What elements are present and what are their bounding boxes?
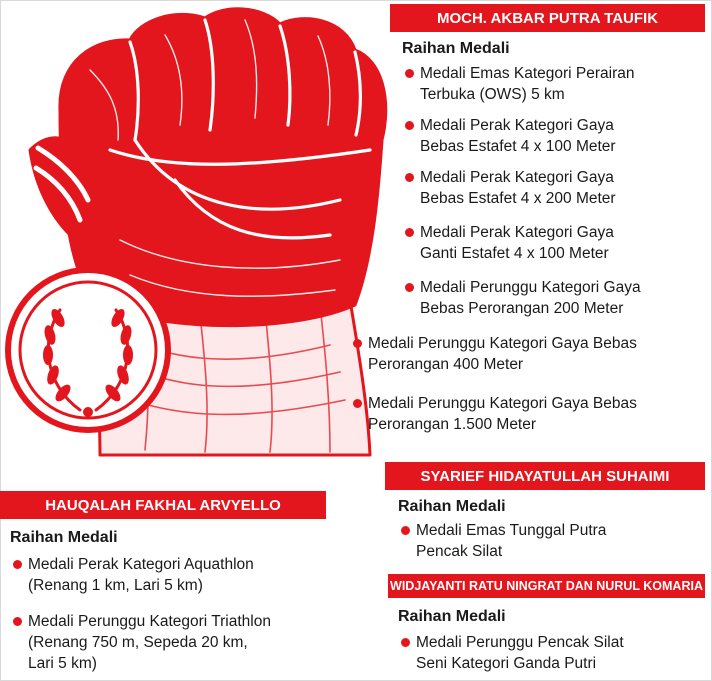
medal-description-line: Bebas Perorangan 200 Meter: [420, 300, 624, 317]
bullet-icon: [13, 560, 22, 569]
athlete-name-banner: [390, 4, 705, 32]
medal-item: [368, 333, 637, 375]
medal-description-line: Seni Kategori Ganda Putri: [416, 655, 597, 672]
bullet-icon: [401, 526, 410, 535]
bullet-icon: [405, 121, 414, 130]
medal-description-line: Terbuka (OWS) 5 km: [420, 86, 565, 103]
medal-item: [416, 632, 624, 674]
athlete-name: SYARIEF HIDAYATULLAH SUHAIMI: [420, 467, 670, 485]
medal-item: [368, 393, 637, 435]
bullet-icon: [353, 399, 362, 408]
medal-list-heading: Raihan Medali: [398, 498, 506, 515]
athlete-name: HAUQALAH FAKHAL ARVYELLO: [45, 496, 281, 514]
medal-description-line: Perorangan 400 Meter: [368, 356, 524, 373]
bullet-icon: [401, 638, 410, 647]
medal-description-line: Pencak Silat: [416, 543, 503, 560]
medal-description-line: Bebas Estafet 4 x 100 Meter: [420, 138, 616, 155]
medal-description-line: Medali Emas Tunggal Putra: [416, 522, 607, 539]
medal-item: [28, 554, 254, 596]
bullet-icon: [405, 283, 414, 292]
medal-description-line: (Renang 1 km, Lari 5 km): [28, 577, 203, 594]
medal-item: [420, 277, 641, 319]
medal-list-heading: Raihan Medali: [402, 40, 510, 57]
bullet-icon: [405, 69, 414, 78]
medal-item: [420, 222, 614, 264]
raised-fist-with-medal-icon: [0, 0, 400, 460]
medal-description-line: Lari 5 km): [28, 655, 97, 672]
medal-description-line: Medali Perak Kategori Gaya: [420, 117, 614, 134]
medal-description-line: Medali Emas Kategori Perairan: [420, 65, 635, 82]
bullet-icon: [353, 339, 362, 348]
athlete-name: WIDJAYANTI RATU NINGRAT DAN NURUL KOMARIA: [390, 579, 703, 593]
medal-item: [28, 611, 271, 674]
bullet-icon: [13, 617, 22, 626]
medal-item: [416, 520, 606, 562]
medal-description-line: Medali Perunggu Kategori Gaya: [420, 279, 641, 296]
bullet-icon: [405, 228, 414, 237]
medal-description-line: Bebas Estafet 4 x 200 Meter: [420, 190, 616, 207]
athlete-name-banner: [388, 574, 705, 598]
laurel-medal-icon: [8, 270, 168, 430]
medal-description-line: Medali Perak Kategori Gaya: [420, 224, 614, 241]
medal-description-line: Medali Perunggu Kategori Triathlon: [28, 613, 271, 630]
bullet-icon: [405, 173, 414, 182]
medal-list-heading: Raihan Medali: [10, 529, 118, 546]
athlete-name: MOCH. AKBAR PUTRA TAUFIK: [436, 9, 659, 27]
medal-description-line: (Renang 750 m, Sepeda 20 km,: [28, 634, 248, 651]
athlete-name-banner: [385, 462, 705, 490]
medal-description-line: Medali Perunggu Kategori Gaya Bebas: [368, 395, 637, 412]
medal-description-line: Ganti Estafet 4 x 100 Meter: [420, 245, 609, 262]
medal-list-heading: Raihan Medali: [398, 608, 506, 625]
medal-description-line: Perorangan 1.500 Meter: [368, 416, 537, 433]
medal-description-line: Medali Perak Kategori Gaya: [420, 169, 614, 186]
medal-item: [420, 115, 616, 157]
medal-description-line: Medali Perak Kategori Aquathlon: [28, 556, 254, 573]
athlete-name-banner: [0, 491, 326, 519]
medal-description-line: Medali Perunggu Kategori Gaya Bebas: [368, 335, 637, 352]
medal-item: [420, 63, 635, 105]
medal-item: [420, 167, 616, 209]
medal-description-line: Medali Perunggu Pencak Silat: [416, 634, 624, 651]
